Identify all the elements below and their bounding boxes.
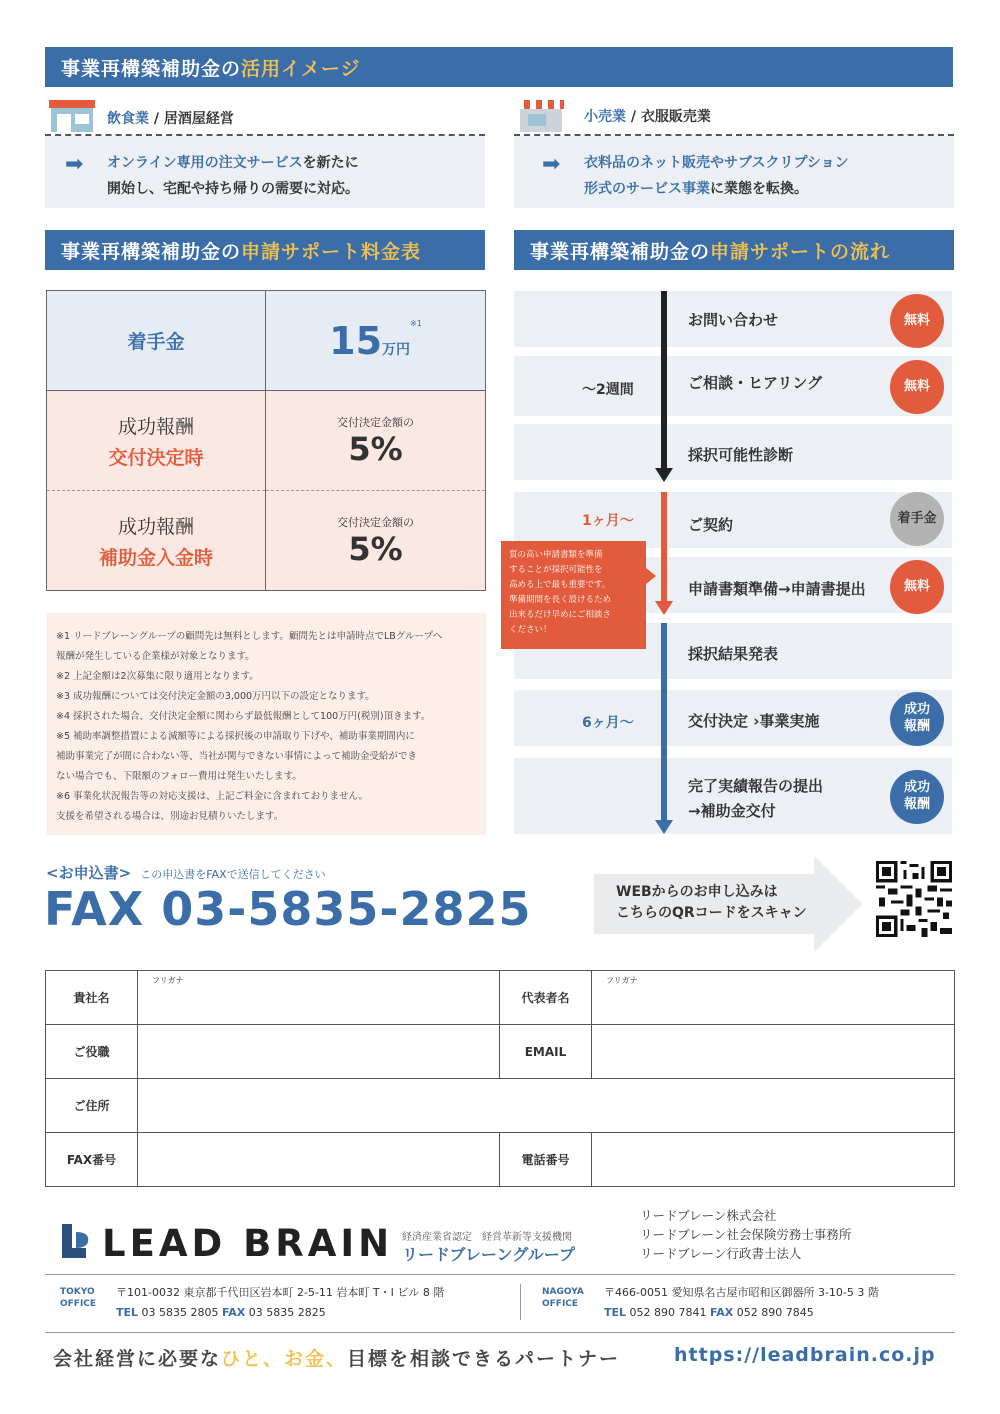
badge-text: 成功 [903, 780, 930, 796]
business-type: 居酒屋経営 [163, 111, 234, 127]
industry-label: 小売業 [584, 109, 626, 125]
note-line: 補助事業完了が間に合わない等、当社が関与できない事情によって補助金受給ができ [56, 751, 418, 762]
label-fax: FAX番号 [46, 1133, 138, 1187]
badge-text: 成功 [903, 702, 930, 718]
section-title-fee [45, 230, 485, 270]
note-line: ※5 補助率調整措置による減額等による採択後の申請取り下げや、補助事業期間内に [56, 731, 415, 742]
title-text: 事業再構築補助金の [61, 240, 242, 263]
case-text: を新たに [302, 155, 359, 171]
flow-step: ご相談・ヒアリング [688, 374, 823, 392]
tokyo-contact [116, 1306, 326, 1319]
office-label: OFFICE [542, 1299, 579, 1309]
tagline [53, 1344, 620, 1371]
business-type: 衣服販売業 [640, 109, 711, 125]
tel-label: TEL [116, 1306, 139, 1319]
office-label: NAGOYA [542, 1287, 584, 1297]
flow-step: →補助金交付 [688, 802, 776, 820]
separator: / [626, 109, 641, 125]
callout-line: 出来るだけ早めにご相談さ [509, 610, 612, 620]
note-line: 報酬が発生している企業様が対象となります。 [56, 651, 255, 662]
flow-step: 採択結果発表 [688, 645, 779, 663]
fee-table [46, 290, 486, 591]
nagoya-fax: 052 890 7845 [736, 1306, 814, 1319]
flow-period: 〜2週間 [582, 382, 634, 398]
nagoya-address: 〒466-0051 愛知県名古屋市昭和区御器所 3-10-5 3 階 [604, 1286, 879, 1299]
separator: / [149, 111, 164, 127]
application-form [45, 970, 955, 1187]
note-line: ※1 リードブレーングループの顧問先は無料とします。顧問先とは申請時点でLBグループへ [56, 631, 443, 642]
case-highlight: 衣料品のネット販売やサブスクリプション [584, 155, 849, 171]
callout-line: することが採択可能性を [509, 565, 603, 575]
shop-icon [516, 98, 566, 134]
case-highlight: オンライン専用の注文サービス [107, 155, 303, 171]
tagline-highlight: お金、 [284, 1348, 348, 1370]
fee-note-ref: ※1 [410, 318, 422, 328]
title-text: 事業再構築補助金の [530, 240, 711, 263]
company-field[interactable] [138, 971, 500, 1025]
flow-step: お問い合わせ [688, 311, 779, 329]
website-link[interactable]: https://leadbrain.co.jp [674, 1344, 936, 1366]
label-email: EMAIL [500, 1025, 592, 1079]
group-name: リードブレーングループ [402, 1245, 575, 1264]
badge-free: 無料 [890, 560, 944, 614]
label-address: ご住所 [46, 1079, 138, 1133]
fee-value: 5% [348, 529, 403, 568]
tagline-text: 目標を相談できるパートナー [347, 1348, 621, 1370]
flow-arrow-black [655, 468, 673, 482]
web-text: こちらのQRコードをスキャン [616, 905, 807, 921]
label-company: 貴社名 [46, 971, 138, 1025]
badge-fee: 着手金 [890, 492, 944, 546]
web-text: WEBからのお申し込みは [616, 884, 778, 900]
note-line: ない場合でも、下限額のフォロー費用は発生いたします。 [56, 771, 302, 782]
representative-field[interactable] [592, 971, 955, 1025]
badge-free: 無料 [890, 360, 944, 414]
nagoya-tel: 052 890 7841 [629, 1306, 707, 1319]
label-position: ご役職 [46, 1025, 138, 1079]
fee-sublabel: 交付決定時 [108, 446, 204, 469]
tokyo-address: 〒101-0032 東京都千代田区岩本町 2-5-11 岩本町 T・I ビル 8 階 [116, 1286, 445, 1299]
apply-label: <お申込書> [46, 864, 132, 882]
nagoya-contact [604, 1306, 814, 1319]
company-name: リードブレーン社会保険労務士事務所 [640, 1227, 852, 1242]
arrow-right-icon: ➡ [65, 152, 84, 177]
furigana-label: フリガナ [152, 976, 184, 985]
fee-value: 15 [329, 318, 383, 363]
title-highlight: 申請サポート料金表 [241, 240, 422, 263]
case-retail [514, 96, 954, 208]
fee-value: 5% [348, 429, 403, 468]
title-highlight: 申請サポートの流れ [710, 240, 891, 263]
note-line: ※3 成功報酬については交付決定金額の3,000万円以下の設定となります。 [56, 691, 375, 702]
certification: 経済産業省認定 経営革新等支援機関 [402, 1232, 572, 1243]
title-text: 事業再構築補助金の [61, 57, 242, 80]
badge-text: 報酬 [903, 797, 930, 812]
lead-brain-logo: LEAD BRAIN [102, 1222, 394, 1265]
section-title-flow [514, 230, 954, 270]
arrow-right-icon: ➡ [542, 152, 561, 177]
badge-free: 無料 [890, 294, 944, 348]
tel-label: TEL [604, 1306, 627, 1319]
badge-text: 報酬 [903, 719, 930, 734]
note-line: ※4 採択された場合、交付決定金額に関わらず最低報酬として100万円(税別)頂きます。 [56, 711, 431, 722]
position-field[interactable] [138, 1025, 500, 1079]
callout-box [501, 541, 646, 649]
office-label: OFFICE [60, 1299, 97, 1309]
lead-brain-logo-mark [58, 1222, 92, 1262]
flow-arrow-red [655, 601, 673, 615]
case-text: 開始し、宅配や持ち帰りの需要に対応。 [107, 181, 359, 197]
company-name: リードブレーン株式会社 [640, 1208, 777, 1223]
section-title-usage [45, 47, 953, 87]
fax-label: FAX [710, 1306, 734, 1319]
fee-label: 成功報酬 [117, 415, 194, 438]
qr-code-icon[interactable] [876, 861, 952, 937]
flow-period: 1ヶ月〜 [582, 513, 634, 529]
fax-label: FAX [222, 1306, 246, 1319]
address-field[interactable] [138, 1079, 955, 1133]
label-representative: 代表者名 [500, 971, 592, 1025]
label-tel: 電話番号 [500, 1133, 592, 1187]
tagline-text: 会社経営に必要な [53, 1348, 222, 1370]
callout-line: 準備期間を長く設けるため [509, 595, 612, 605]
flow-step: 完了実績報告の提出 [688, 777, 824, 795]
flow-arrow-blue [655, 820, 673, 834]
badge-success [890, 770, 944, 824]
tel-field[interactable] [592, 1133, 955, 1187]
tagline-highlight: ひと、 [221, 1348, 285, 1370]
email-field[interactable] [592, 1025, 955, 1079]
restaurant-icon [47, 98, 97, 134]
note-line: ※6 事業化状況報告等の対応支援は、上記ご料金に含まれておりません。 [56, 791, 369, 802]
industry-label: 飲食業 [107, 111, 149, 127]
flow-step: 採択可能性診断 [688, 446, 794, 464]
fee-notes [46, 613, 486, 835]
note-line: ※2 上記金額は2次募集に限り適用となります。 [56, 671, 259, 682]
callout-line: 質の高い申請書類を準備 [509, 550, 603, 560]
note-line: 支援を希望される場合は、別途お見積りいたします。 [56, 811, 284, 822]
case-text: に業態を転換。 [710, 181, 808, 197]
fax-field[interactable] [138, 1133, 500, 1187]
callout-line: ください！ [509, 625, 552, 635]
title-highlight: 活用イメージ [241, 57, 361, 80]
company-name: リードブレーン行政書士法人 [640, 1246, 802, 1261]
fee-sublabel: 補助金入金時 [98, 546, 213, 569]
case-highlight: 形式のサービス事業 [584, 181, 710, 197]
case-restaurant [45, 96, 485, 208]
apply-sub: この申込書をFAXで送信してください [140, 868, 326, 881]
flow-step: 申請書類準備→申請書提出 [688, 580, 866, 598]
fee-label: 着手金 [127, 331, 185, 353]
office-label: TOKYO [60, 1287, 95, 1297]
badge-success [890, 692, 944, 746]
furigana-label: フリガナ [606, 976, 638, 985]
fax-number[interactable]: FAX 03-5835-2825 [44, 882, 532, 936]
tokyo-fax: 03 5835 2825 [248, 1306, 326, 1319]
flow-step: 交付決定 ›事業実施 [688, 712, 820, 730]
fee-small: 交付決定金額の [337, 415, 414, 429]
fee-label: 成功報酬 [117, 515, 194, 538]
callout-line: 高める上で最も重要です。 [509, 580, 611, 590]
flow-step: ご契約 [688, 516, 734, 534]
fee-unit: 万円 [382, 341, 411, 358]
fee-small: 交付決定金額の [337, 515, 414, 529]
tokyo-tel: 03 5835 2805 [141, 1306, 219, 1319]
flow-period: 6ヶ月〜 [582, 715, 634, 731]
